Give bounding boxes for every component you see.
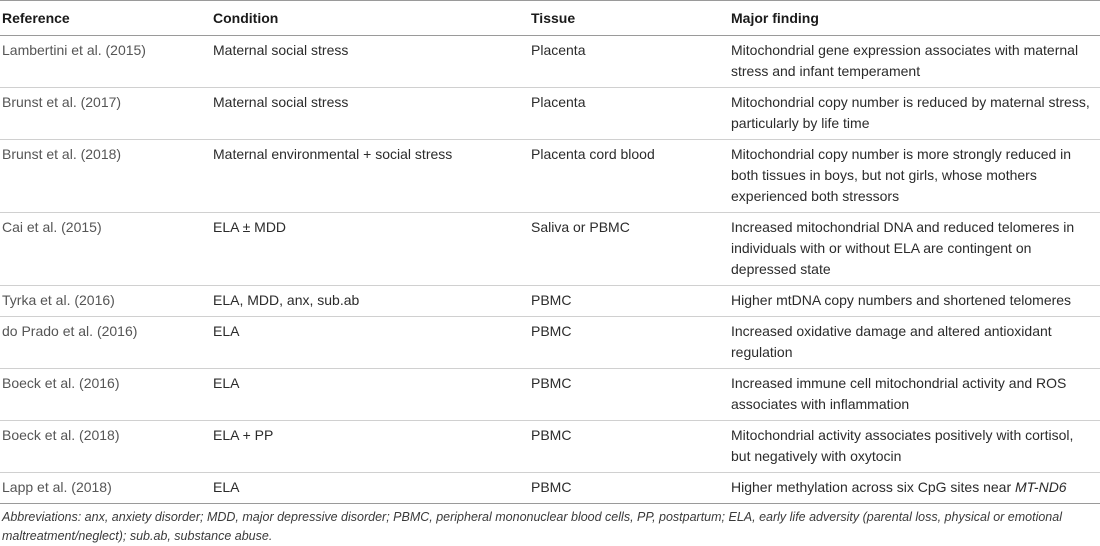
cell-tissue: PBMC: [529, 369, 729, 421]
cell-finding: Mitochondrial gene expression associates with maternal stress and infant temperament: [729, 36, 1100, 88]
cell-finding: Mitochondrial copy number is more strongly reduced in both tissues in boys, but not girls, whose mothers experienced both stressors: [729, 140, 1100, 213]
cell-finding: Mitochondrial copy number is reduced by maternal stress, particularly by life time: [729, 88, 1100, 140]
cell-reference: Lapp et al. (2018): [0, 473, 211, 504]
cell-finding: Increased mitochondrial DNA and reduced telomeres in individuals with or without ELA are contingent on depressed state: [729, 213, 1100, 286]
cell-reference: Cai et al. (2015): [0, 213, 211, 286]
cell-finding: Mitochondrial activity associates positively with cortisol, but negatively with oxytocin: [729, 421, 1100, 473]
table-row: [0, 369, 1100, 421]
cell-condition: ELA ± MDD: [211, 213, 529, 286]
cell-reference: do Prado et al. (2016): [0, 317, 211, 369]
cell-condition: ELA: [211, 369, 529, 421]
cell-tissue: PBMC: [529, 473, 729, 504]
gene-name: MT-ND6: [1015, 479, 1067, 495]
cell-reference: Tyrka et al. (2016): [0, 286, 211, 317]
table-header: [0, 1, 1100, 36]
table-row: [0, 88, 1100, 140]
table-body: [0, 36, 1100, 504]
cell-reference: Brunst et al. (2018): [0, 140, 211, 213]
cell-reference: Boeck et al. (2018): [0, 421, 211, 473]
cell-tissue: PBMC: [529, 317, 729, 369]
table-row: [0, 36, 1100, 88]
cell-tissue: PBMC: [529, 421, 729, 473]
cell-tissue: Saliva or PBMC: [529, 213, 729, 286]
table-row: [0, 140, 1100, 213]
header-condition: Condition: [211, 1, 529, 36]
cell-condition: Maternal social stress: [211, 36, 529, 88]
cell-finding: [729, 473, 1100, 504]
cell-tissue: Placenta cord blood: [529, 140, 729, 213]
header-row: [0, 1, 1100, 36]
table-row: [0, 213, 1100, 286]
cell-tissue: Placenta: [529, 88, 729, 140]
table-footnote: Abbreviations: anx, anxiety disorder; MDD, major depressive disorder; PBMC, peripheral mononuclear blood cells, PP, postpartum; ELA, early life adversity (parental loss, physical or emotional maltreatment/neglect); sub.ab, substance abuse.: [2, 510, 1062, 543]
cell-condition: ELA, MDD, anx, sub.ab: [211, 286, 529, 317]
cell-tissue: Placenta: [529, 36, 729, 88]
table-row: [0, 286, 1100, 317]
cell-condition: ELA: [211, 473, 529, 504]
cell-finding: Increased immune cell mitochondrial activity and ROS associates with inflammation: [729, 369, 1100, 421]
cell-finding: Higher mtDNA copy numbers and shortened telomeres: [729, 286, 1100, 317]
cell-condition: ELA: [211, 317, 529, 369]
header-reference: Reference: [0, 1, 211, 36]
cell-tissue: PBMC: [529, 286, 729, 317]
cell-reference: Boeck et al. (2016): [0, 369, 211, 421]
table-row: [0, 317, 1100, 369]
table-row: [0, 473, 1100, 504]
cell-reference: Lambertini et al. (2015): [0, 36, 211, 88]
cell-reference: Brunst et al. (2017): [0, 88, 211, 140]
cell-condition: Maternal environmental + social stress: [211, 140, 529, 213]
cell-finding-text: Higher methylation across six CpG sites near: [731, 479, 1015, 495]
header-major-finding: Major finding: [729, 1, 1100, 36]
header-tissue: Tissue: [529, 1, 729, 36]
cell-condition: Maternal social stress: [211, 88, 529, 140]
cell-condition: ELA + PP: [211, 421, 529, 473]
cell-finding: Increased oxidative damage and altered antioxidant regulation: [729, 317, 1100, 369]
table-row: [0, 421, 1100, 473]
